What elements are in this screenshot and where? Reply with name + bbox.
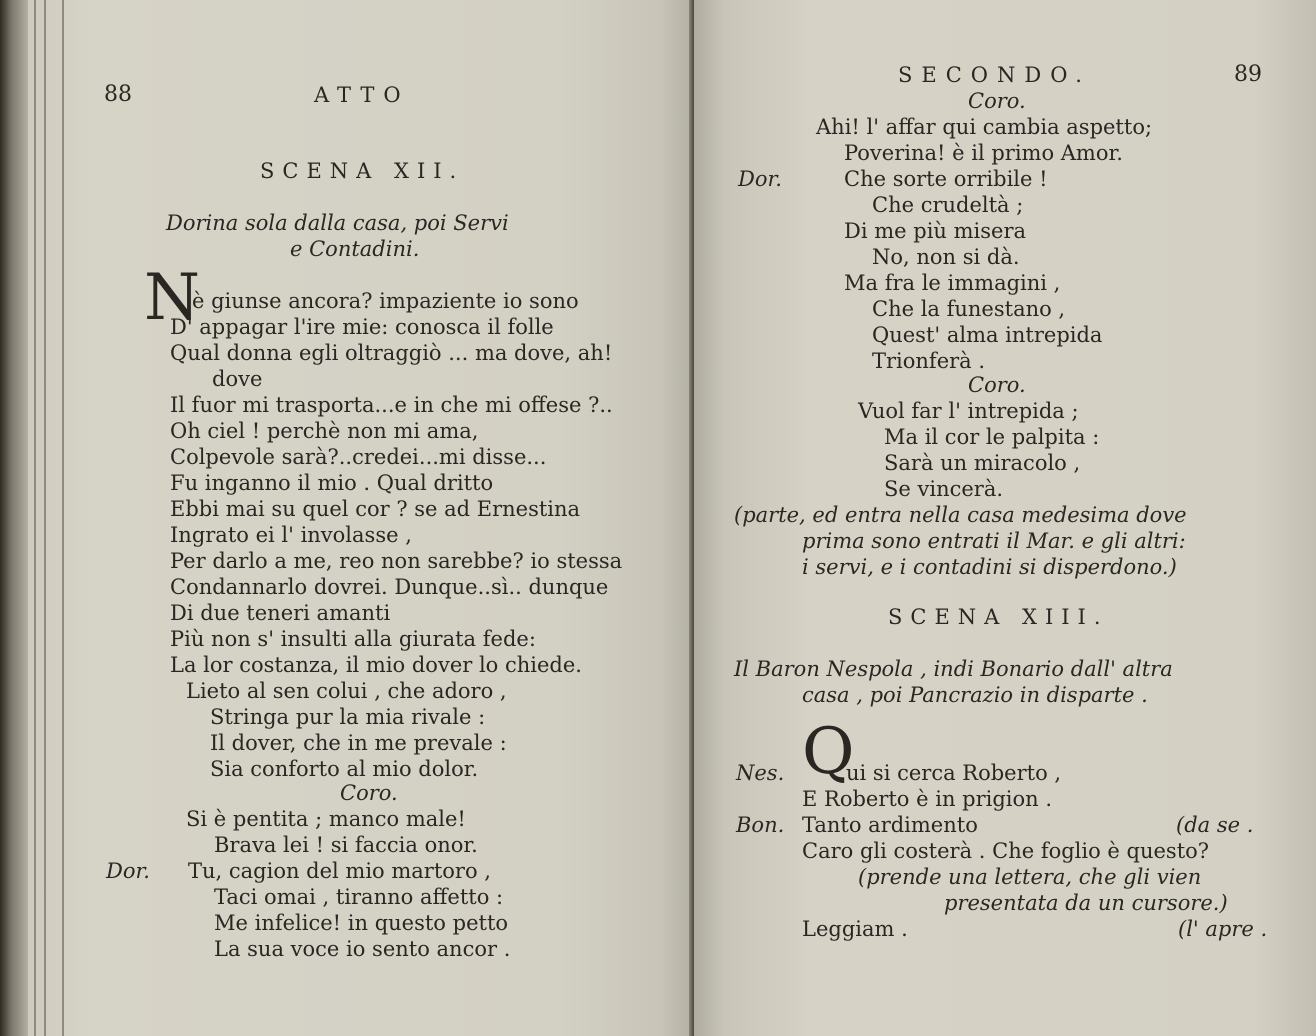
verse-line: La lor costanza, il mio dover lo chiede. [170, 653, 582, 677]
exit-stage-direction: i servi, e i contadini si disperdono.) [802, 555, 1177, 579]
running-head-right: SECONDO. [898, 63, 1091, 87]
bon-aside: (da se . [1176, 813, 1254, 837]
page-edge-line [34, 0, 36, 1036]
page-edge-line [62, 0, 64, 1036]
coro-line: Se vincerà. [884, 477, 1004, 501]
running-head-left: ATTO [314, 83, 410, 107]
dor-line: La sua voce io sento ancor . [214, 937, 511, 961]
speaker-label-dor: Dor. [738, 167, 782, 191]
verse-line: Il fuor mi trasporta...e in che mi offese ?.. [170, 393, 613, 417]
dor-line: Quest' alma intrepida [872, 323, 1103, 347]
coro-line: Brava lei ! si faccia onor. [214, 833, 478, 857]
verse-line: dove [212, 367, 263, 391]
verse-line: Per darlo a me, reo non sarebbe? io stessa [170, 549, 623, 573]
dor-line: Tu, cagion del mio martoro , [188, 859, 491, 883]
dor-line: No, non si dà. [872, 245, 1020, 269]
nes-line: ui si cerca Roberto , [846, 761, 1062, 785]
verse-line: Stringa pur la mia rivale : [210, 705, 486, 729]
verse-line: Colpevole sarà?..credei...mi disse... [170, 445, 547, 469]
dor-line: Di me più misera [844, 219, 1026, 243]
stage-direction-line: Dorina sola dalla casa, poi Servi [166, 211, 509, 235]
verse-line: Il dover, che in me prevale : [210, 731, 507, 755]
verse-line: Ingrato ei l' involasse , [170, 523, 412, 547]
bon-stage-direction: presentata da un cursore.) [944, 891, 1228, 915]
coro-line: Sarà un miracolo , [884, 451, 1081, 475]
scene-title-xiii: SCENA XIII. [888, 605, 1109, 629]
nes-line: E Roberto è in prigion . [802, 787, 1053, 811]
drop-cap-q: Q [802, 715, 855, 789]
coro-line: Si è pentita ; manco male! [186, 807, 466, 831]
verse-line: Lieto al sen colui , che adoro , [186, 679, 507, 703]
dor-line: Ma fra le immagini , [844, 271, 1061, 295]
page-number-right: 89 [1234, 62, 1262, 87]
coro-line: Vuol far l' intrepida ; [858, 399, 1079, 423]
verse-line: è giunse ancora? impaziente io sono [192, 289, 579, 313]
verse-line: Ebbi mai su quel cor ? se ad Ernestina [170, 497, 581, 521]
drop-cap-n: N [144, 261, 200, 335]
exit-stage-direction: prima sono entrati il Mar. e gli altri: [802, 529, 1186, 553]
dor-line: Me infelice! in questo petto [214, 911, 509, 935]
stage-direction-line: casa , poi Pancrazio in disparte . [802, 683, 1148, 707]
dor-line: Che sorte orribile ! [844, 167, 1048, 191]
right-page [694, 0, 1316, 1036]
bon-line: Tanto ardimento [802, 813, 978, 837]
coro-line: Poverina! è il primo Amor. [844, 141, 1123, 165]
verse-line: Qual donna egli oltraggiò ... ma dove, ah! [170, 341, 613, 365]
page-number-left: 88 [104, 82, 132, 107]
bon-stage-direction: (prende una lettera, che gli vien [858, 865, 1202, 889]
verse-line: Di due teneri amanti [170, 601, 391, 625]
bon-line: Leggiam . [802, 917, 908, 941]
book-edge-left [0, 0, 28, 1036]
verse-line: Condannarlo dovrei. Dunque..sì.. dunque [170, 575, 609, 599]
coro-label: Coro. [340, 781, 398, 805]
stage-direction-line: Il Baron Nespola , indi Bonario dall' altra [734, 657, 1173, 681]
coro-line: Ma il cor le palpita : [884, 425, 1100, 449]
page-edge-line [44, 0, 46, 1036]
verse-line: D' appagar l'ire mie: conosca il folle [170, 315, 554, 339]
bon-line: Caro gli costerà . Che foglio è questo? [802, 839, 1210, 863]
speaker-label-bon: Bon. [736, 813, 785, 837]
coro-line: Ahi! l' affar qui cambia aspetto; [816, 115, 1153, 139]
speaker-label-dor: Dor. [106, 859, 150, 883]
dor-line: Che crudeltà ; [872, 193, 1024, 217]
stage-direction-line: e Contadini. [290, 237, 420, 261]
speaker-label-nes: Nes. [736, 761, 785, 785]
bon-aside: (l' apre . [1178, 917, 1268, 941]
verse-line: Sia conforto al mio dolor. [210, 757, 479, 781]
verse-line: Oh ciel ! perchè non mi ama, [170, 419, 479, 443]
verse-line: Fu inganno il mio . Qual dritto [170, 471, 494, 495]
coro-label: Coro. [968, 373, 1026, 397]
scene-title-xii: SCENA XII. [260, 159, 465, 183]
dor-line: Trionferà . [872, 349, 986, 373]
verse-line: Più non s' insulti alla giurata fede: [170, 627, 536, 651]
coro-label: Coro. [968, 89, 1026, 113]
dor-line: Che la funestano , [872, 297, 1066, 321]
exit-stage-direction: (parte, ed entra nella casa medesima dove [734, 503, 1187, 527]
dor-line: Taci omai , tiranno affetto : [214, 885, 504, 909]
